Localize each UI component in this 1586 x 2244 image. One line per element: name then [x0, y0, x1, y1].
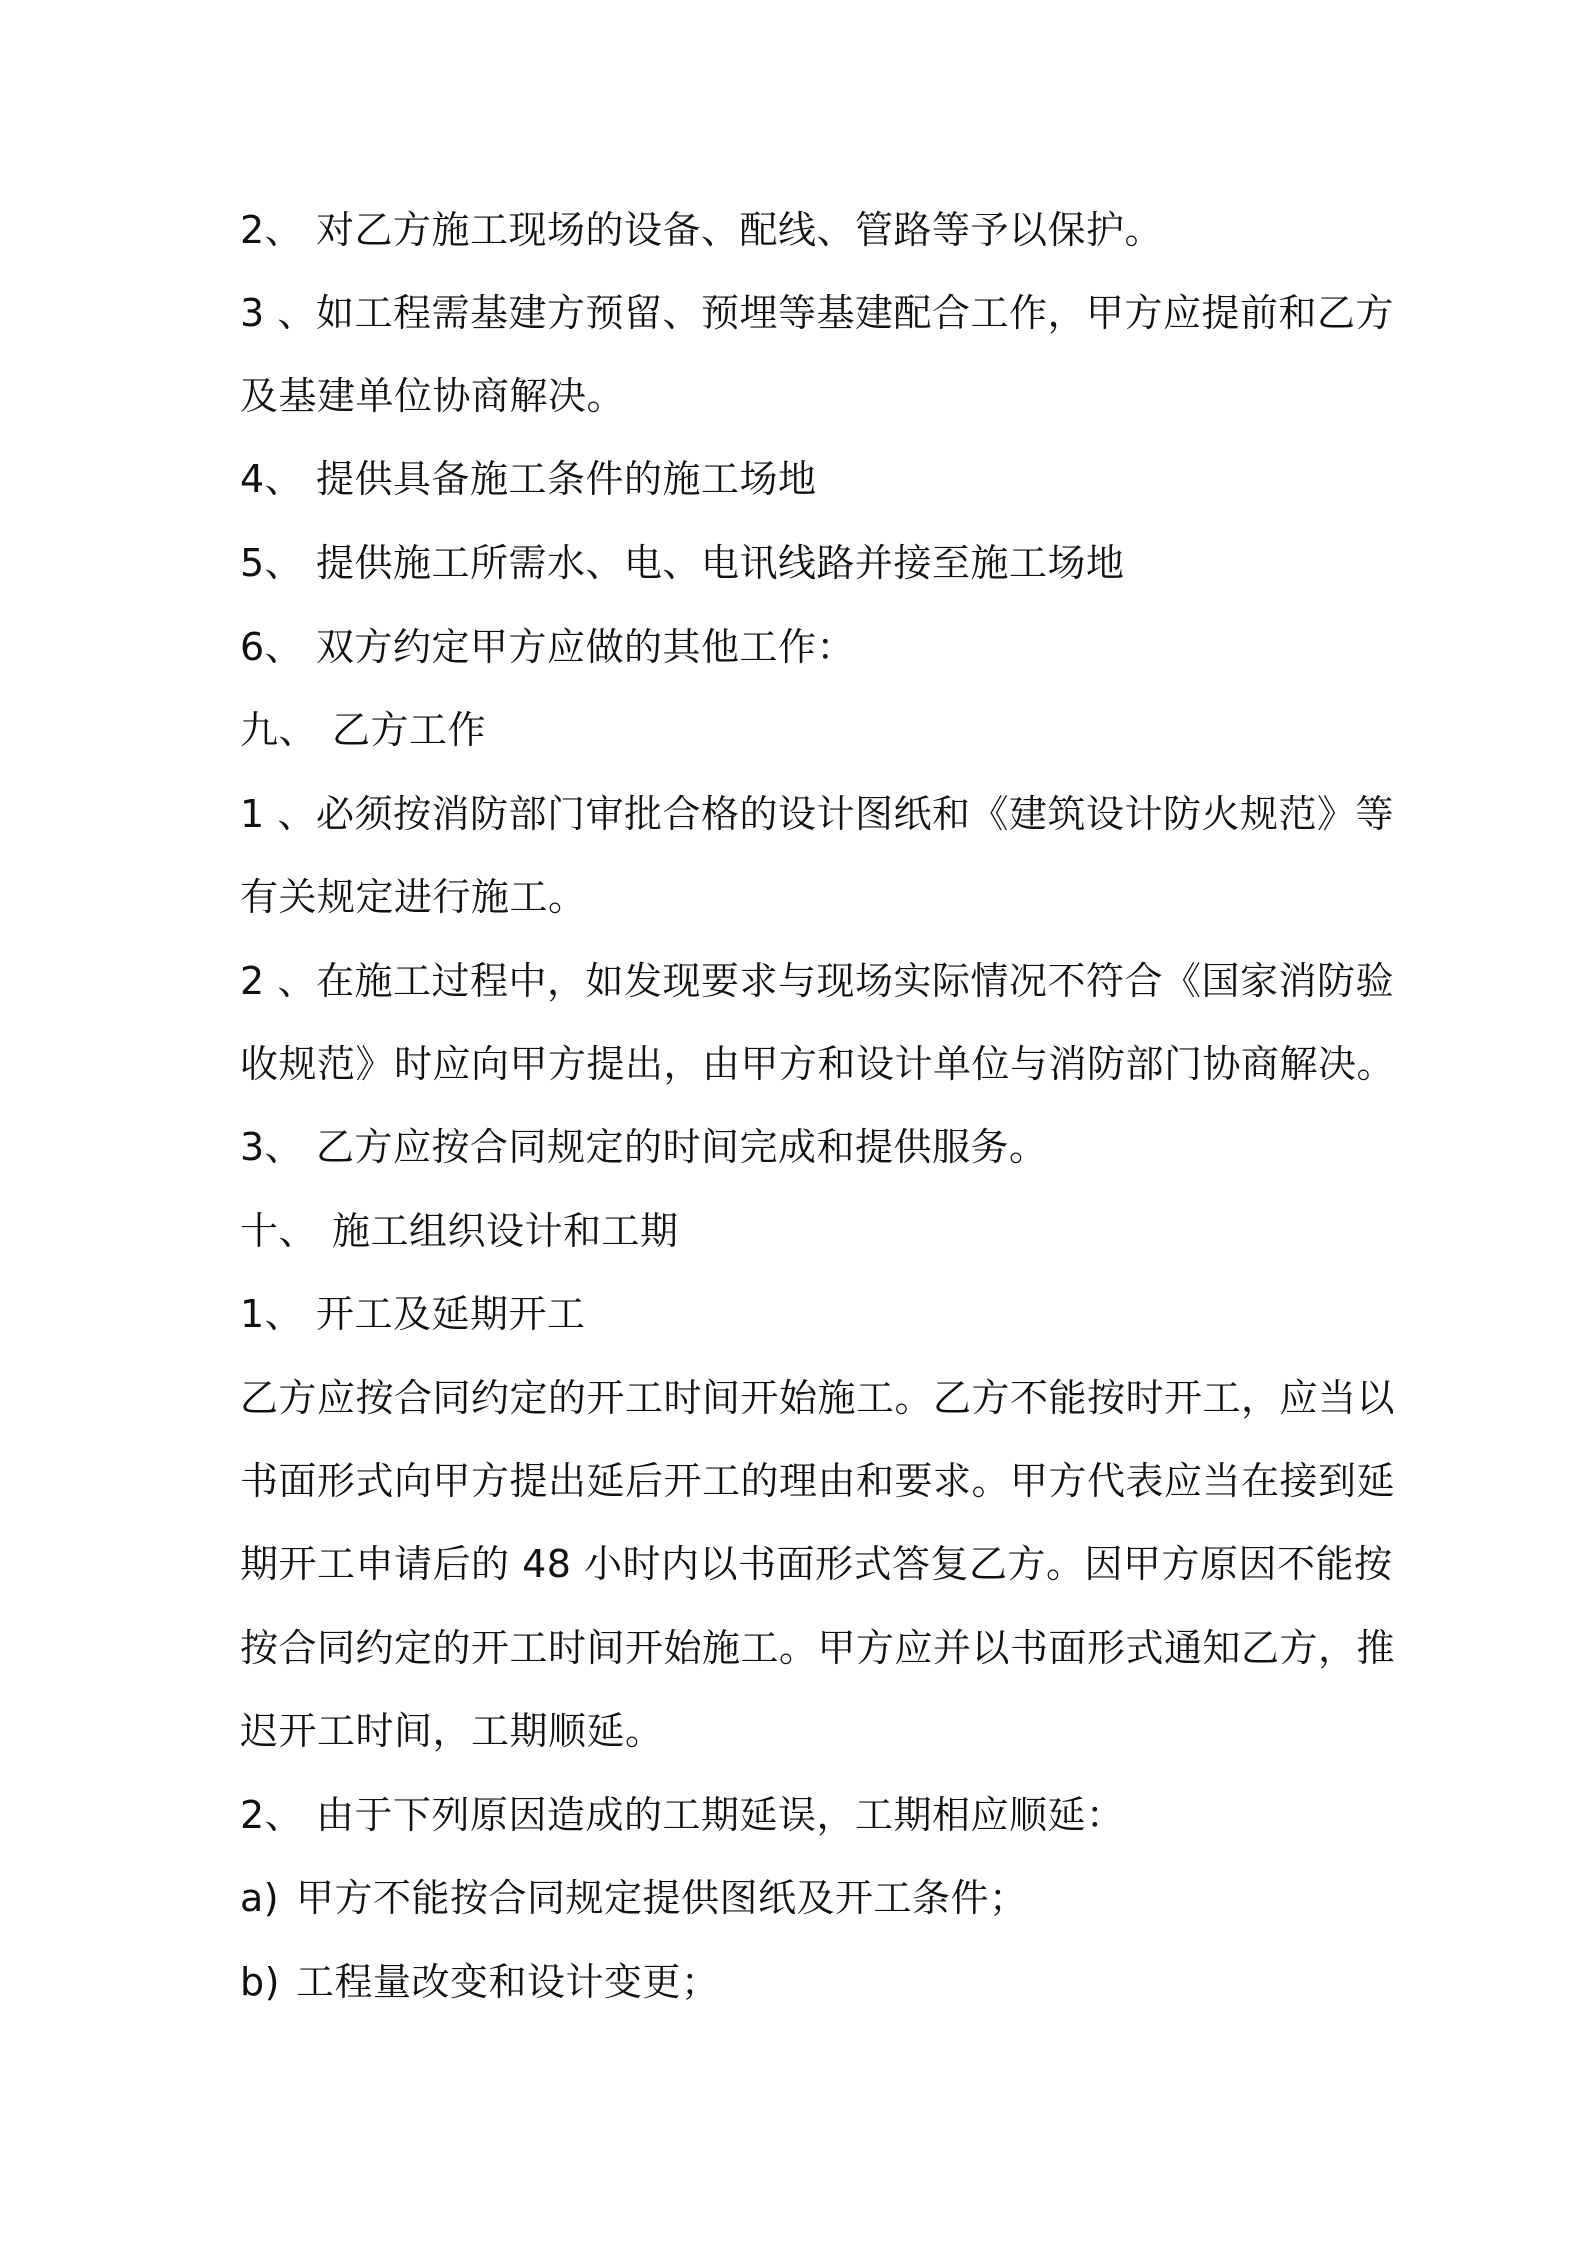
- line-text: 及基建单位协商解决。: [240, 374, 626, 418]
- line-22: [240, 1957, 1360, 2007]
- line-text: 迟开工时间，工期顺延。: [240, 1709, 664, 1753]
- list-marker: b): [240, 1960, 280, 2004]
- item-marker: 5、: [240, 541, 304, 585]
- line-6: [240, 622, 1360, 672]
- line-12: [240, 1122, 1360, 1172]
- item-marker: 2、: [240, 1793, 304, 1837]
- line-text: 甲方不能按合同规定提供图纸及开工条件；: [296, 1876, 1028, 1920]
- line-text: 乙方应按合同规定的时间完成和提供服务。: [316, 1125, 1048, 1169]
- line-1: [240, 205, 1360, 255]
- line-text: 乙方应按合同约定的开工时间开始施工。乙方不能按时开工，应当以: [240, 1376, 1396, 1420]
- line-text: 有关规定进行施工。: [240, 875, 587, 919]
- line-18: [240, 1623, 1396, 1673]
- line-text: 收规范》时应向甲方提出，由甲方和设计单位与消防部门协商解决。: [240, 1042, 1396, 1086]
- line-20: [240, 1790, 1360, 1840]
- line-text: 开工及延期开工: [316, 1292, 586, 1336]
- line-text: 在施工过程中，如发现要求与现场实际情况不符合《国家消防验: [316, 959, 1395, 1003]
- section-heading-9: [240, 705, 1360, 755]
- line-text: 书面形式向甲方提出延后开工的理由和要求。甲方代表应当在接到延: [240, 1459, 1396, 1503]
- line-8: [240, 789, 1395, 839]
- line-4: [240, 454, 1360, 504]
- line-14: [240, 1289, 1360, 1339]
- line-9: [240, 872, 1360, 922]
- line-21: [240, 1873, 1360, 1923]
- line-text: 工程量改变和设计变更；: [296, 1960, 720, 2004]
- item-marker: 3、: [240, 1125, 304, 1169]
- section-marker: 十、: [240, 1209, 318, 1253]
- line-15: [240, 1373, 1396, 1423]
- line-text: 由于下列原因造成的工期延误，工期相应顺延：: [316, 1793, 1125, 1837]
- item-marker: 1、: [240, 792, 316, 836]
- line-text: 提供具备施工条件的施工场地: [316, 457, 817, 501]
- line-3: [240, 371, 1360, 421]
- line-11: [240, 1039, 1396, 1089]
- line-text: 必须按消防部门审批合格的设计图纸和《建筑设计防火规范》等: [316, 792, 1395, 836]
- line-text: 对乙方施工现场的设备、配线、管路等予以保护。: [316, 208, 1164, 252]
- list-marker: a): [240, 1876, 280, 1920]
- section-title: 施工组织设计和工期: [332, 1209, 679, 1253]
- item-marker: 2、: [240, 208, 304, 252]
- line-17: [240, 1539, 1393, 1589]
- item-marker: 6、: [240, 625, 304, 669]
- line-text: 提供施工所需水、电、电讯线路并接至施工场地: [316, 541, 1125, 585]
- line-10: [240, 956, 1395, 1006]
- line-19: [240, 1706, 1360, 1756]
- line-text: 期开工申请后的 48 小时内以书面形式答复乙方。因甲方原因不能按: [240, 1542, 1393, 1586]
- line-16: [240, 1456, 1396, 1506]
- line-5: [240, 538, 1360, 588]
- item-marker: 4、: [240, 457, 304, 501]
- section-title: 乙方工作: [332, 708, 487, 752]
- line-text: 按合同约定的开工时间开始施工。甲方应并以书面形式通知乙方，推: [240, 1626, 1396, 1670]
- section-marker: 九、: [240, 708, 318, 752]
- item-marker: 1、: [240, 1292, 304, 1336]
- section-heading-10: [240, 1206, 1360, 1256]
- line-text: 如工程需基建方预留、预埋等基建配合工作，甲方应提前和乙方: [316, 291, 1395, 335]
- item-marker: 3、: [240, 291, 316, 335]
- item-marker: 2、: [240, 959, 316, 1003]
- line-text: 双方约定甲方应做的其他工作：: [316, 625, 856, 669]
- line-2: [240, 288, 1395, 338]
